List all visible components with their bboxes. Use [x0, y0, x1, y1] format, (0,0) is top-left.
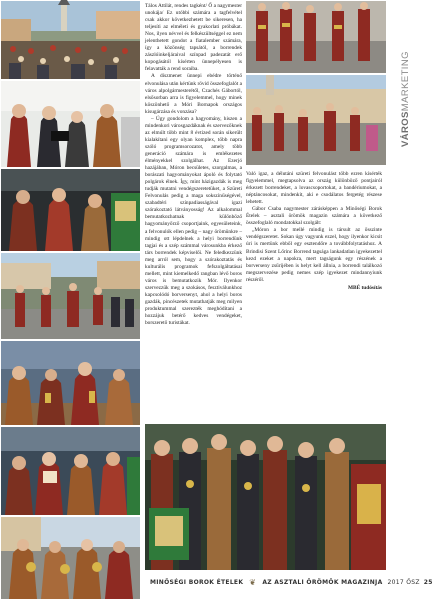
- article-column-1: [145, 3, 242, 327]
- grape-logo-icon: ❦: [249, 577, 257, 587]
- byline: MBÉ tudósítás: [348, 284, 382, 291]
- footer-magazine: AZ ASZTALI ÖRÖMÖK MAGAZINJA: [262, 578, 383, 586]
- photo-mayor-speech: [1, 169, 140, 251]
- paragraph: – Úgy gondolom a hagyomány, hiszen a mindenkori városgazdáknak és szervezőknek az elmúlt több mint 8 évtized során sikerült kialakítani egy olyan komplex, több napra szóló programsorozatot, amely több generáció számára is emlékezetes élményekkel szolgálhat. Az Ezerjó hazájában, Móron becsületes, szorgalmas, a borászati hagyományokat ápoló és folytató polgárok élnek. Így, mint házigazdák is meg tudják mutatni vendégszeretetüket, a Szüreti Felvonulás pedig a maga sokszínűségével, szabadtéri színpadiasságával igazi szórakoztató látványosság! Az alkalommal bemutatkozhatnak különböző hagyományőrző csoportjaink, egyesületeink, a felvonulók ellen pedig – nagy örömünkre – mindig ott lépdelnek a helyi borrendünk tagjai és a szép számmal városunkba érkező társ borrendek képviselői. Ne feledkezzünk meg arról sem, hogy a szórakoztatás és kulturális programok fefszolgáltatásai mellett, mint kiemelkedő rangban lévő boros város is bemutatkozik Mór. Ilyenkor szervezzük meg a szokásos, fesztiválunkhoz kapcsolódó borversenyt, ahol a helyi boros gazdák, pincészetek mutathatják meg milyen produktummal szerezték meghódítani a hozzájuk betérő kedves vendégeket, borszerető turistákat.: [145, 115, 242, 327]
- photo-stage-trophies: [1, 341, 140, 425]
- paragraph: Gábor Csaba nagymester zárásképpen a Minőségi Borok Ételek – asztali örömök magazin számára a következő összefoglaló mondatokkal szolgált:: [246, 206, 382, 227]
- photo-town-square-crowd: [1, 1, 140, 79]
- footer-issue: 2017 ŐSZ: [387, 578, 420, 586]
- paragraph: „Móron a bor mellé mindig is társult az ősszinte vendégszeretet. Sokan úgy vagyunk ezzel, hogy ilyenkor kicsit úri is mertünk ebből egy esztendőre a továbbfolytatáshoz. A Brindisi Szent Lőrinc Borrend tagsága lankadatlan igyekezettel kezd ezeket a napokra, mert tagságunk egy részének a borverseny zsűrijében is helyt kell állnia, a borrendi találkozó megszervezése pedig nemes szép igyekezet mindannyiunk részéről.: [246, 227, 382, 283]
- section-label: [400, 32, 412, 167]
- photo-street-parade: [1, 253, 140, 339]
- page-number: 25: [423, 578, 433, 586]
- article-column-2: [246, 171, 382, 292]
- photo-wine-orders-assembly: [145, 424, 386, 570]
- photo-procession-top: [246, 1, 386, 73]
- section-label-light: MARKETING: [400, 51, 411, 112]
- paragraph: Való igaz, a délutáni szüreti felvonulást több ezren kísérték figyelemmel, megtapsolva az ország különböző pontjairól érkezett borrendeket, a lovascsoportokat, a bandériumokat, a néptáncosokat, mindenkit, aki e csodálatos fergetég részese lehetett.: [246, 171, 382, 206]
- footer-brand: MINŐSÉGI BOROK ÉTELEK: [150, 578, 244, 586]
- paragraph: Tálos Attilát, rendes tagként/ Ő a nagymester unokája/ Ez utóbbi számára a tagfelvétel csak akkor következhetett be sikeresen, ha teljesíti az elméleti és gyakorlati próbákat. Nos, ilyen névvel és felkészültséggel ez nem jelenthetett gondot a fiatalember számára, így a közönség tapsától, a borrendek zászlóinkeljáraival színpad padezatát erő kopogásától kísérten ünnepélyesen is felavatták a rend soraiba.: [145, 3, 242, 73]
- paragraph: A díszmenet ünnepi ebédre történő elvonulása után kértünk rövid összefoglalót a város alpolgármesterétől, Czachés Gábortól, elsősorban arra is figyelemmel, hogy minek köszönhető a Móri Bornapok országos kisugárzása és vonzása?: [145, 73, 242, 115]
- photo-procession-town: [246, 75, 386, 165]
- section-label-bold: VÁROS: [400, 111, 411, 148]
- photo-awards-group: [1, 427, 140, 515]
- photo-brass-band: [1, 517, 140, 599]
- page-footer: [150, 575, 433, 589]
- photo-wine-order-members: [1, 81, 140, 167]
